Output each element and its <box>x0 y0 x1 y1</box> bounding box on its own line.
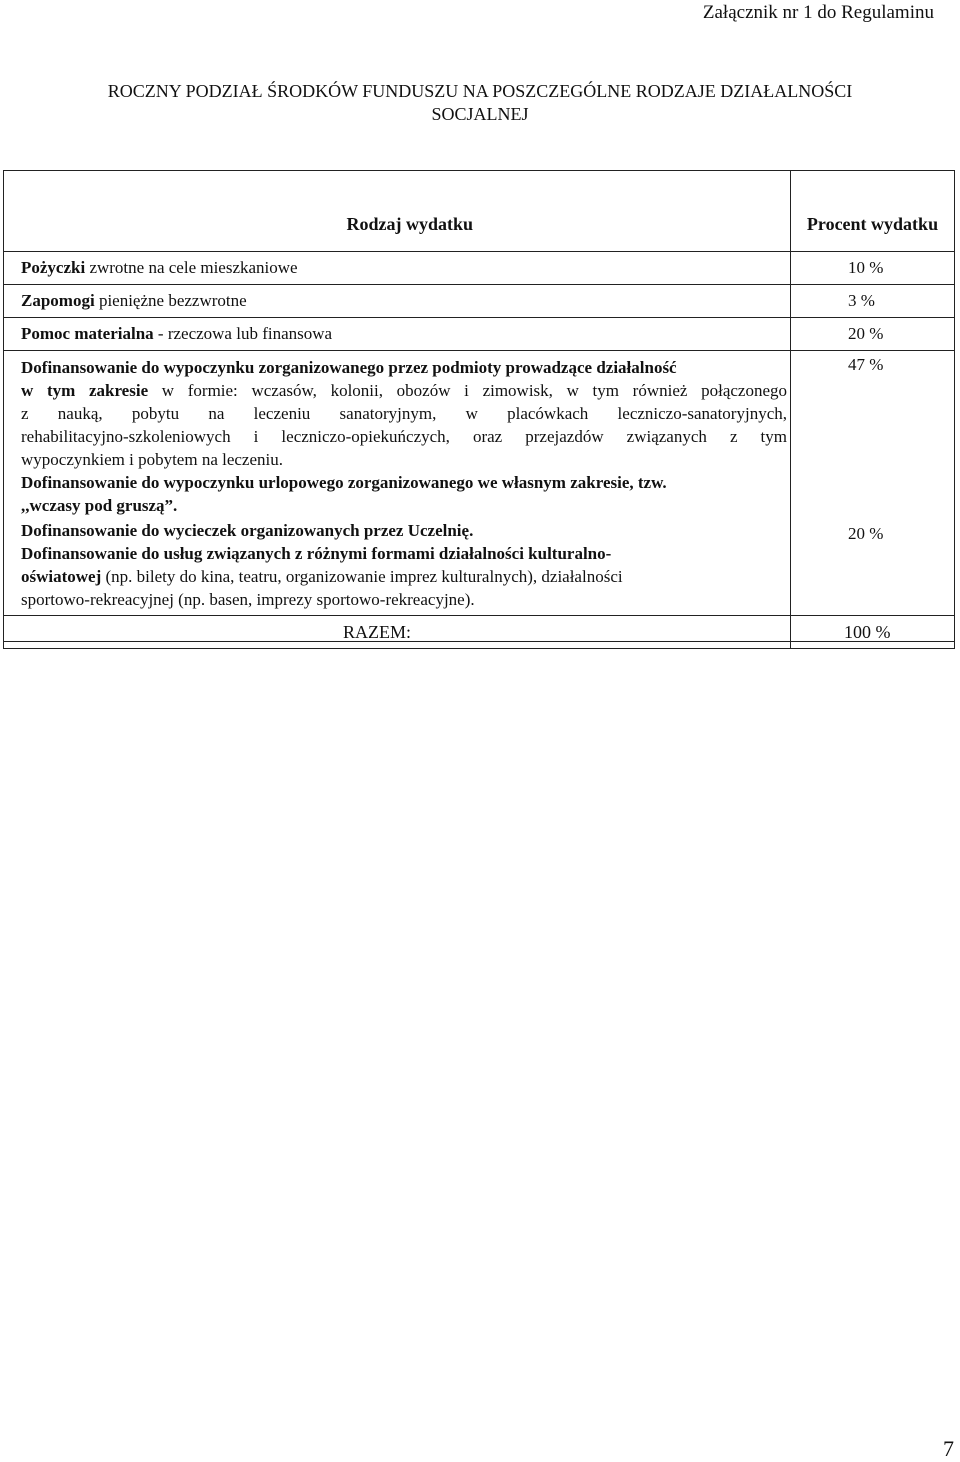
table-row <box>4 285 955 318</box>
leisure-line-4: rehabilitacyjno-szkoleniowych i leczniczo-opiekuńczych, oraz przejazdów związanych z tym <box>21 427 787 446</box>
document-title <box>40 80 920 126</box>
page-number: 7 <box>943 1436 954 1461</box>
culture-line-2: oświatowej (np. bilety do kina, teatru, organizowanie imprez kulturalnych), działalności <box>21 567 623 586</box>
title-line-2: SOCJALNEJ <box>431 104 529 124</box>
percent-cell: 20 % <box>791 318 955 351</box>
expense-bold: Pomoc materialna <box>21 324 154 343</box>
expense-rest: pieniężne bezzwrotne <box>94 291 247 310</box>
culture-line-1: Dofinansowanie do usług związanych z różnymi formami działalności kulturalno- <box>21 544 612 563</box>
header-percent: Procent wydatku <box>791 171 955 252</box>
leisure-line-3: z nauką, pobytu na leczeniu sanatoryjnym, w placówkach leczniczo-sanatoryjnych, <box>21 404 787 423</box>
expense-bold: Pożyczki <box>21 258 86 277</box>
total-table <box>3 615 955 649</box>
trips-line-1: Dofinansowanie do wycieczek organizowanych przez Uczelnię. <box>21 521 474 540</box>
culture-bold-fragment: oświatowej <box>21 567 102 586</box>
table-row <box>4 318 955 351</box>
header-expense-type: Rodzaj wydatku <box>4 171 791 252</box>
leisure-expense-cell <box>4 351 791 642</box>
expense-bold: Zapomogi <box>21 291 95 310</box>
expense-rest: - rzeczowa lub finansowa <box>153 324 333 343</box>
total-value: 100 % <box>791 616 955 649</box>
leisure-line-6: Dofinansowanie do wypoczynku urlopowego zorganizowanego we własnym zakresie, tzw. <box>21 473 667 492</box>
expense-cell <box>4 252 791 285</box>
annex-label: Załącznik nr 1 do Regulaminu <box>702 2 934 23</box>
leisure-line-2: w tym zakresie w formie: wczasów, kolonii, obozów i zimowisk, w tym również połączonego <box>21 381 787 400</box>
table-header-row <box>4 171 955 252</box>
expense-rest: zwrotne na cele mieszkaniowe <box>85 258 298 277</box>
expense-cell <box>4 318 791 351</box>
leisure-bold-fragment: w tym zakresie <box>21 381 149 400</box>
expense-cell <box>4 285 791 318</box>
percent-cell: 3 % <box>791 285 955 318</box>
leisure-line-7: ,,wczasy pod gruszą”. <box>21 496 178 515</box>
leisure-percent-cell <box>791 351 955 642</box>
culture-line-3: sportowo-rekreacyjnej (np. basen, imprezy sportowo-rekreacyjne). <box>21 590 475 609</box>
percent-leisure: 47 % <box>848 355 884 374</box>
total-row <box>4 616 955 649</box>
total-label: RAZEM: <box>4 616 791 649</box>
leisure-line-5: wypoczynkiem i pobytem na leczeniu. <box>21 450 283 469</box>
fund-allocation-table <box>3 170 955 642</box>
percent-culture: 20 % <box>848 524 884 543</box>
percent-cell: 10 % <box>791 252 955 285</box>
leisure-line-1: Dofinansowanie do wypoczynku zorganizowanego przez podmioty prowadzące działalność <box>21 358 677 377</box>
table-row <box>4 252 955 285</box>
table-row-leisure <box>4 351 955 642</box>
title-line-1: ROCZNY PODZIAŁ ŚRODKÓW FUNDUSZU NA POSZCZEGÓLNE RODZAJE DZIAŁALNOŚCI <box>107 81 853 101</box>
